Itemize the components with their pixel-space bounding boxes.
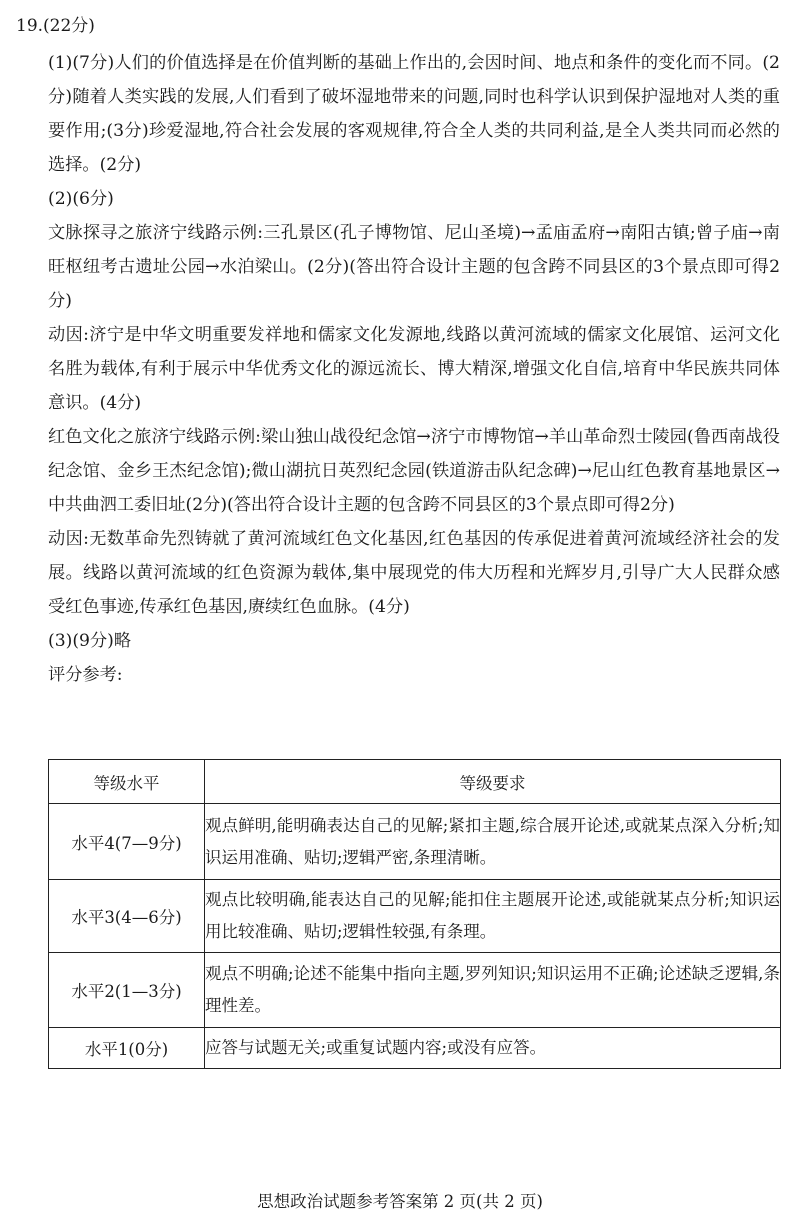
red-route-example: 红色文化之旅济宁线路示例:梁山独山战役纪念馆→济宁市博物馆→羊山革命烈士陵园(鲁西南战役纪念馆、金乡王杰纪念馆);微山湖抗日英烈纪念园(铁道游击队纪念碑)→尼山红色教育基地景区→中共曲泗工委旧址(2分)(答出符合设计主题的包含跨不同县区的3个景点即可得2分) — [48, 427, 780, 515]
grading-reference-label: 评分参考: — [48, 665, 123, 685]
table-row — [49, 804, 781, 880]
level-cell: 水平1(0分) — [49, 1028, 205, 1069]
header-requirement: 等级要求 — [205, 760, 781, 804]
part1-answer: (1)(7分)人们的价值选择是在价值判断的基础上作出的,会因时间、地点和条件的变化而不同。(2分)随着人类实践的发展,人们看到了破坏湿地带来的问题,同时也科学认识到保护湿地对人类的重要作用;(3分)珍爱湿地,符合社会发展的客观规律,符合全人类的共同利益,是全人类共同而必然的选择。(2分) — [48, 53, 780, 175]
grading-table-header-row — [49, 760, 781, 804]
part2-heading: (2)(6分) — [48, 189, 114, 209]
answer-content — [48, 46, 780, 692]
level-cell: 水平2(1—3分) — [49, 953, 205, 1028]
culture-route-reason: 动因:济宁是中华文明重要发祥地和儒家文化发源地,线路以黄河流域的儒家文化展馆、运河文化名胜为载体,有利于展示中华优秀文化的源远流长、博大精深,增强文化自信,培育中华民族共同体意识。(4分) — [48, 325, 780, 413]
level-cell: 水平4(7—9分) — [49, 804, 205, 880]
culture-route-example: 文脉探寻之旅济宁线路示例:三孔景区(孔子博物馆、尼山圣境)→孟庙孟府→南阳古镇;曾子庙→南旺枢纽考古遗址公园→水泊梁山。(2分)(答出符合设计主题的包含跨不同县区的3个景点即可得2分) — [48, 223, 780, 311]
red-route-reason: 动因:无数革命先烈铸就了黄河流域红色文化基因,红色基因的传承促进着黄河流域经济社会的发展。线路以黄河流域的红色资源为载体,集中展现党的伟大历程和光辉岁月,引导广大人民群众感受红色事迹,传承红色基因,赓续红色血脉。(4分) — [48, 529, 780, 617]
header-level: 等级水平 — [49, 760, 205, 804]
level-cell: 水平3(4—6分) — [49, 880, 205, 953]
grading-table — [48, 759, 781, 1069]
grading-table-container — [48, 759, 780, 1069]
table-row — [49, 880, 781, 953]
requirement-cell: 观点不明确;论述不能集中指向主题,罗列知识;知识运用不正确;论述缺乏逻辑,条理性差。 — [205, 953, 781, 1028]
part3-answer: (3)(9分)略 — [48, 631, 132, 651]
page-footer: 思想政治试题参考答案第 2 页(共 2 页) — [257, 1192, 543, 1211]
requirement-cell: 观点鲜明,能明确表达自己的见解;紧扣主题,综合展开论述,或就某点深入分析;知识运用准确、贴切;逻辑严密,条理清晰。 — [205, 804, 781, 880]
requirement-cell: 观点比较明确,能表达自己的见解;能扣住主题展开论述,或能就某点分析;知识运用比较准确、贴切;逻辑性较强,有条理。 — [205, 880, 781, 953]
requirement-cell: 应答与试题无关;或重复试题内容;或没有应答。 — [205, 1028, 781, 1069]
table-row — [49, 1028, 781, 1069]
table-row — [49, 953, 781, 1028]
question-number: 19.(22分) — [16, 16, 95, 36]
